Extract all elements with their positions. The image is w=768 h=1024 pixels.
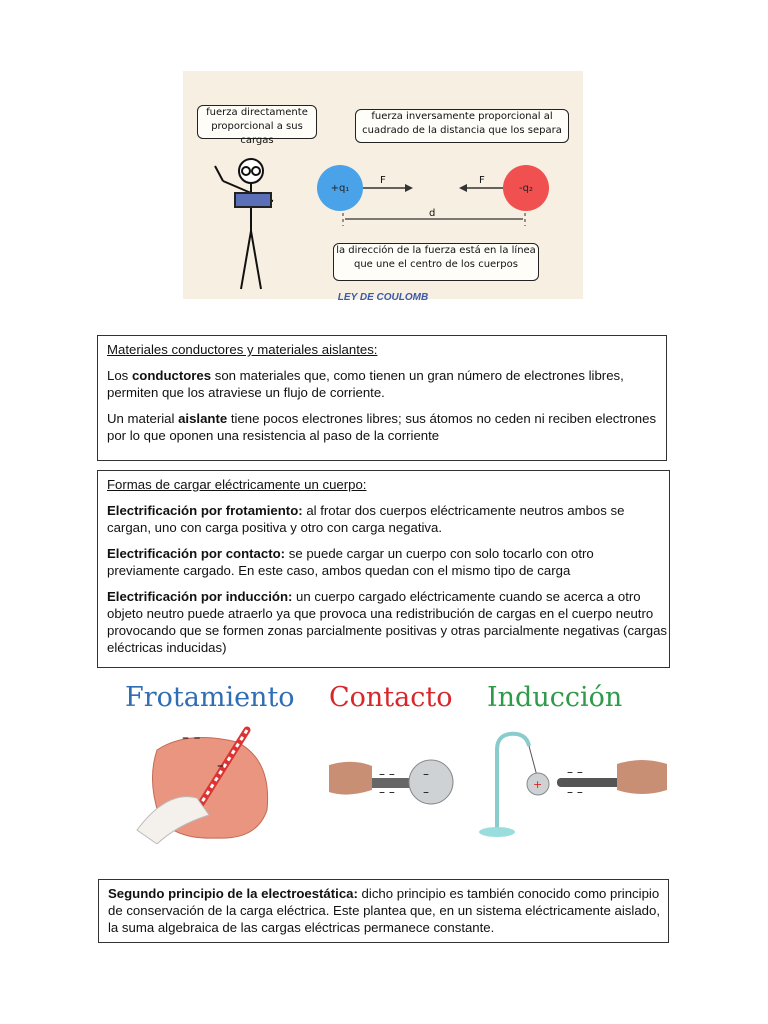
bubble-inverse-proportional: fuerza inversamente proporcional al cuadrado de la distancia que los separa [355, 109, 569, 143]
charging-forms-box [97, 470, 670, 668]
induction-paragraph: Electrificación por inducción: un cuerpo cargado eléctricamente cuando se acerca a otro objeto neutro puede atraerlo ya que provoca una redistribución de cargas en el cuerpo neutro provocando que se formen zonas parcialmente positivas y otras parcialmente negativas (cargas eléctricas inducidas) [107, 589, 668, 655]
contacto-title: Contacto [329, 682, 453, 713]
svg-text:–: – [423, 785, 429, 799]
induccion-title: Inducción [487, 682, 623, 713]
positive-charge-sphere: +q₁ [317, 165, 363, 211]
svg-text:– –: – – [379, 767, 395, 781]
figure-caption: LEY DE COULOMB [337, 292, 429, 303]
second-principle-paragraph: Segundo principio de la electroestática: dicho principio es también conocido como principio de conservación de la carga eléctrica. Este plantea que, en un sistema eléctricamente aislado, la suma algebraica de las cargas eléctricas permanece constante. [108, 886, 660, 935]
charging-methods-figure [97, 672, 669, 842]
bubble-direct-proportional: fuerza directamente proporcional a sus cargas [197, 105, 317, 139]
svg-text:– –: – – [567, 785, 583, 799]
forms-heading: Formas de cargar eléctricamente un cuerpo: [107, 477, 367, 492]
second-principle-box [98, 879, 669, 943]
negative-charge-sphere: -q₂ [503, 165, 549, 211]
contact-paragraph: Electrificación por contacto: se puede cargar un cuerpo con solo tocarlo con otro previamente cargado. En este caso, ambos quedan con el mismo tipo de carga [107, 546, 594, 578]
bubble-force-direction: la dirección de la fuerza está en la línea que une el centro de los cuerpos [333, 243, 539, 281]
force-label-left: F [380, 175, 386, 186]
conductors-paragraph: Los conductores son materiales que, como tienen un gran número de electrones libres, permiten que los atraviese un flujo de corriente. [107, 368, 624, 400]
svg-text:– –: – – [379, 785, 395, 799]
svg-text:– –: – – [567, 765, 583, 779]
insulator-paragraph: Un material aislante tiene pocos electrones libres; sus átomos no ceden ni reciben electrones por lo que oponen una resistencia al paso de la corriente [107, 411, 657, 443]
svg-text:+: + [533, 778, 543, 791]
svg-text:– –: – – [182, 730, 201, 746]
materials-heading: Materiales conductores y materiales aislantes: [107, 342, 378, 357]
frotamiento-title: Frotamiento [125, 682, 295, 713]
distance-label: d [429, 208, 436, 219]
coulomb-law-figure [183, 71, 583, 299]
force-label-right: F [479, 175, 485, 186]
svg-text:–: – [423, 767, 429, 781]
svg-text:–: – [217, 758, 224, 774]
materials-box [97, 335, 667, 461]
contact-rod-icon [329, 760, 453, 804]
friction-paragraph: Electrificación por frotamiento: al frotar dos cuerpos eléctricamente neutros ambos se cargan, uno con carga positiva y otro con carga negativa. [107, 503, 625, 535]
friction-cloth-icon [137, 730, 268, 844]
induction-pendulum-icon [479, 734, 667, 837]
scientist-icon [215, 159, 273, 289]
